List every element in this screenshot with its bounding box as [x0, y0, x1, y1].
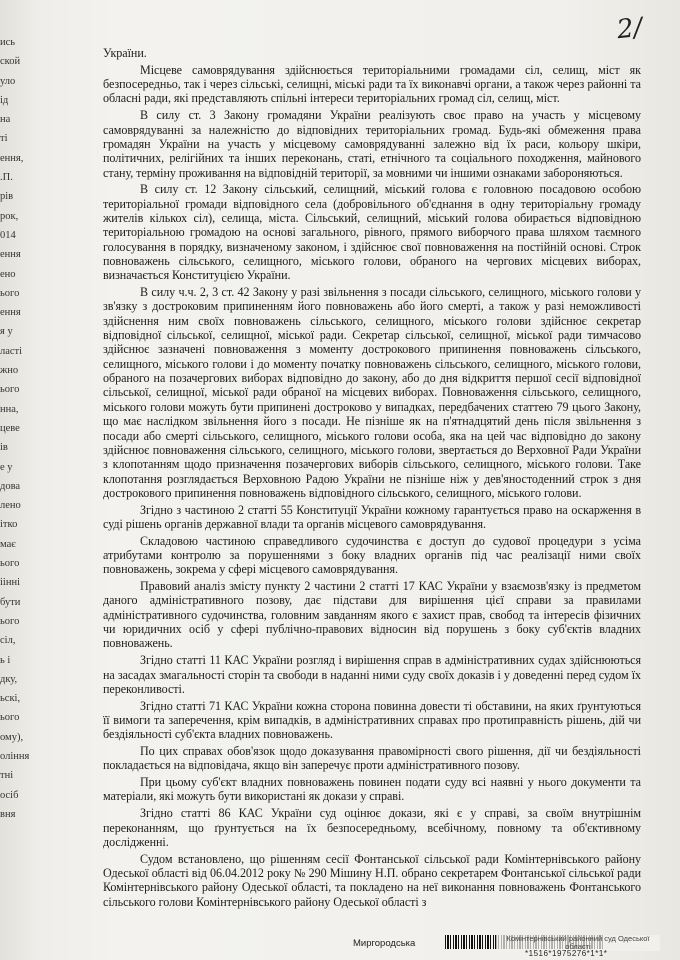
edge-fragment: ому),: [0, 731, 24, 743]
paragraph: Місцеве самоврядування здійснюється територіальними громадами сіл, селищ, міст як безпосередньо, так і через сільські, селищні, міські ради та їх виконавчі органи, а також через районні та обласні ради, які представляють спільні інтереси територіальних громад сіл, селищ, міст.: [103, 62, 641, 106]
edge-fragment: ього: [0, 287, 20, 299]
edge-fragment: уло: [0, 75, 16, 87]
edge-fragment: ення: [0, 249, 21, 261]
edge-fragment: дова: [0, 480, 21, 492]
paragraph: Згідно статті 11 КАС України розгляд і вирішення справ в адміністративних судах здійснюються на засадах змагальності сторін та свободи в наданні ними суду своїх доказів і у доведенні перед судом їх переконливості.: [103, 653, 641, 696]
edge-fragment: .П.: [0, 172, 13, 184]
edge-fragment: ено: [0, 268, 16, 280]
edge-fragment: сіл,: [0, 635, 16, 647]
edge-fragment: ення: [0, 307, 21, 319]
page-footer: [100, 935, 660, 959]
edge-fragment: ід: [0, 94, 9, 106]
edge-fragment: бути: [0, 596, 21, 608]
paragraph: Згідно з частиною 2 статті 55 Конституції України кожному гарантується право на оскарження в суді рішень органів державної влади та органів місцевого самоврядування.: [103, 502, 641, 531]
edge-fragment: жно: [0, 365, 19, 377]
edge-fragment: ь і: [0, 654, 11, 666]
edge-fragment: ього: [0, 384, 20, 396]
edge-fragment: рок,: [0, 210, 19, 222]
paragraph: При цьому суб'єкт владних повноважень повинен подати суду всі наявні у нього документи та матеріали, які можуть бути використані як докази у справі.: [103, 775, 641, 804]
edge-fragment: ів: [0, 442, 8, 454]
edge-fragment: ього: [0, 558, 20, 570]
handwritten-page-number: 2/: [615, 12, 644, 46]
paragraph: По цих справах обов'язок щодо доказування правомірності свого рішення, дії чи бездіяльності покладається на відповідача, якщо він заперечує проти адміністративного позову.: [103, 744, 641, 773]
edge-fragment: ього: [0, 712, 20, 724]
edge-fragment: е у: [0, 461, 13, 473]
edge-fragment: оління: [0, 750, 30, 762]
edge-fragment: тні: [0, 770, 14, 782]
paragraph: Складовою частиною справедливого судочинства є доступ до судової процедури з усіма атрибутами контролю за порушеннями з боку владних органів під час реалізації ними своїх повноважень, зокрема у сфері місцевого самоврядування.: [103, 533, 641, 577]
previous-page-edge-fragments: [0, 36, 30, 827]
document-body: [103, 46, 641, 911]
barcode-code: *1516*1975276*1*1*: [525, 949, 608, 958]
edge-fragment: іінні: [0, 577, 20, 589]
paragraph-continuation: України.: [103, 46, 147, 60]
edge-fragment: вня: [0, 808, 16, 820]
edge-fragment: дку,: [0, 673, 18, 685]
edge-fragment: нна,: [0, 403, 19, 415]
edge-fragment: має: [0, 538, 16, 550]
edge-fragment: ласті: [0, 345, 23, 357]
edge-fragment: ення,: [0, 152, 24, 164]
edge-fragment: ись: [0, 37, 16, 48]
paragraph: Судом встановлено, що рішенням сесії Фонтанської сільської ради Комінтернівського району Одеської області від 06.04.2012 року № 290 Мішину Н.П. обрано секретарем Фонтанської сільської ради Комінтернівського району Одеської області, та покладено на неї виконання повноважень Фонтанського сільського голови Комінтернівського району Одеської області з: [103, 851, 641, 909]
edge-fragment: ітко: [0, 519, 18, 531]
edge-fragment: на: [0, 114, 11, 126]
court-stamp-text: Комінтернівський районний суд Одеської області: [496, 935, 660, 951]
paragraph: Згідно статті 71 КАС України кожна сторона повинна довести ті обставини, на яких ґрунтуються її вимоги та заперечення, крім випадків, в адміністративних справах про протиправність рішень, дій чи бездіяльності суб'єкта владних повноважень.: [103, 698, 641, 742]
edge-fragment: осіб: [0, 789, 19, 801]
edge-fragment: ьскі,: [0, 693, 21, 705]
paragraph: Згідно статті 86 КАС України суд оцінює докази, які є у справі, за своїм внутрішнім переконанням, що ґрунтується на їх безпосередньому, всебічному, повному та об'єктивному дослідженні.: [103, 806, 641, 849]
edge-fragment: ті: [0, 133, 8, 145]
edge-fragment: ской: [0, 56, 21, 68]
printer-name: Миргородська: [353, 938, 416, 949]
paragraph: Правовий аналіз змісту пункту 2 частини 2 статті 17 КАС України у взаємозв'язку із предметом даного адміністративного позову, дає підстави для вирішення цієї справи за правилами адміністративного судочинства, головним завданням якого є захист прав, свобод та інтересів фізичних чи юридичних осіб у сфері публічно-правових відносин від порушень з боку суб'єктів владних повноважень.: [103, 579, 641, 651]
edge-fragment: лено: [0, 500, 21, 512]
edge-fragment: я у: [0, 326, 13, 338]
edge-fragment: 014: [0, 229, 16, 241]
edge-fragment: цеве: [0, 422, 20, 434]
paragraph: В силу ст. 3 Закону громадяни України реалізують своє право на участь у місцевому самоврядуванні за належністю до відповідних територіальних громад. Будь-які обмеження права громадян України на участь у місцевому самоврядуванні залежно від їх раси, кольору шкіри, політичних, релігійних та інших переконань, статі, етнічного та соціального походження, майнового стану, терміну проживання на відповідній території, за мовними чи іншими ознаками забороняються.: [103, 108, 641, 180]
paragraph: В силу ч.ч. 2, 3 ст. 42 Закону у разі звільнення з посади сільського, селищного, міського голови у зв'язку з достроковим припиненням його повноважень або його смерті, а також у разі неможливості здійснення ним своїх повноважень сільського, селищного, міського голови здійснює секретар відповідної сільської, селищної, міської ради. Секретар сільської, селищної, міської ради тимчасово здійснює зазначені повноваження з моменту дострокового припинення повноважень сільського, селищного, міського голови і до моменту початку повноважень сільського, селищного, міського голови, обраного на позачергових виборах відповідно до закону, або до дня відкриття першої сесії відповідної сільської, селищної, міської ради обраної на місцевих виборах. Повноваження сільського, селищного, міського голови можуть бути припинені достроково у випадках, передбачених статтею 79 цього Закону, що має наслідком звільнення його з посади. Не пізніше як на п'ятнадцятий день після звільнення з посади або смерті сільського, селищного, міського голови особа, яка на цей час відповідно до закону здійснює повноваження сільського, селищного, міського голови, звертається до Верховної Ради України з клопотанням щодо призначення позачергових виборів сільського, селищного, міського голови. Таке клопотання розглядається Верховною Радою України не пізніше ніж у дев'яностоденний строк з дня дострокового припинення повноважень відповідного сільського, селищного, міського голови.: [103, 285, 641, 500]
paragraph: В силу ст. 12 Закону сільський, селищний, міський голова є головною посадовою особою територіальної громади відповідного села (добровільного об'єднання в одну територіальну громаду жителів кількох сіл), селища, міста. Сільський, селищний, міський голова обирається відповідною територіальною громадою на основі загального, рівного, прямого виборчого права шляхом таємного голосування в порядку, визначеному законом, і здійснює свої повноваження на постійній основі. Строк повноважень сільського, селищного, міського голови, обраного на чергових місцевих виборах, визначається Конституцією України.: [103, 182, 641, 283]
edge-fragment: рів: [0, 191, 14, 203]
edge-fragment: ього: [0, 615, 20, 627]
